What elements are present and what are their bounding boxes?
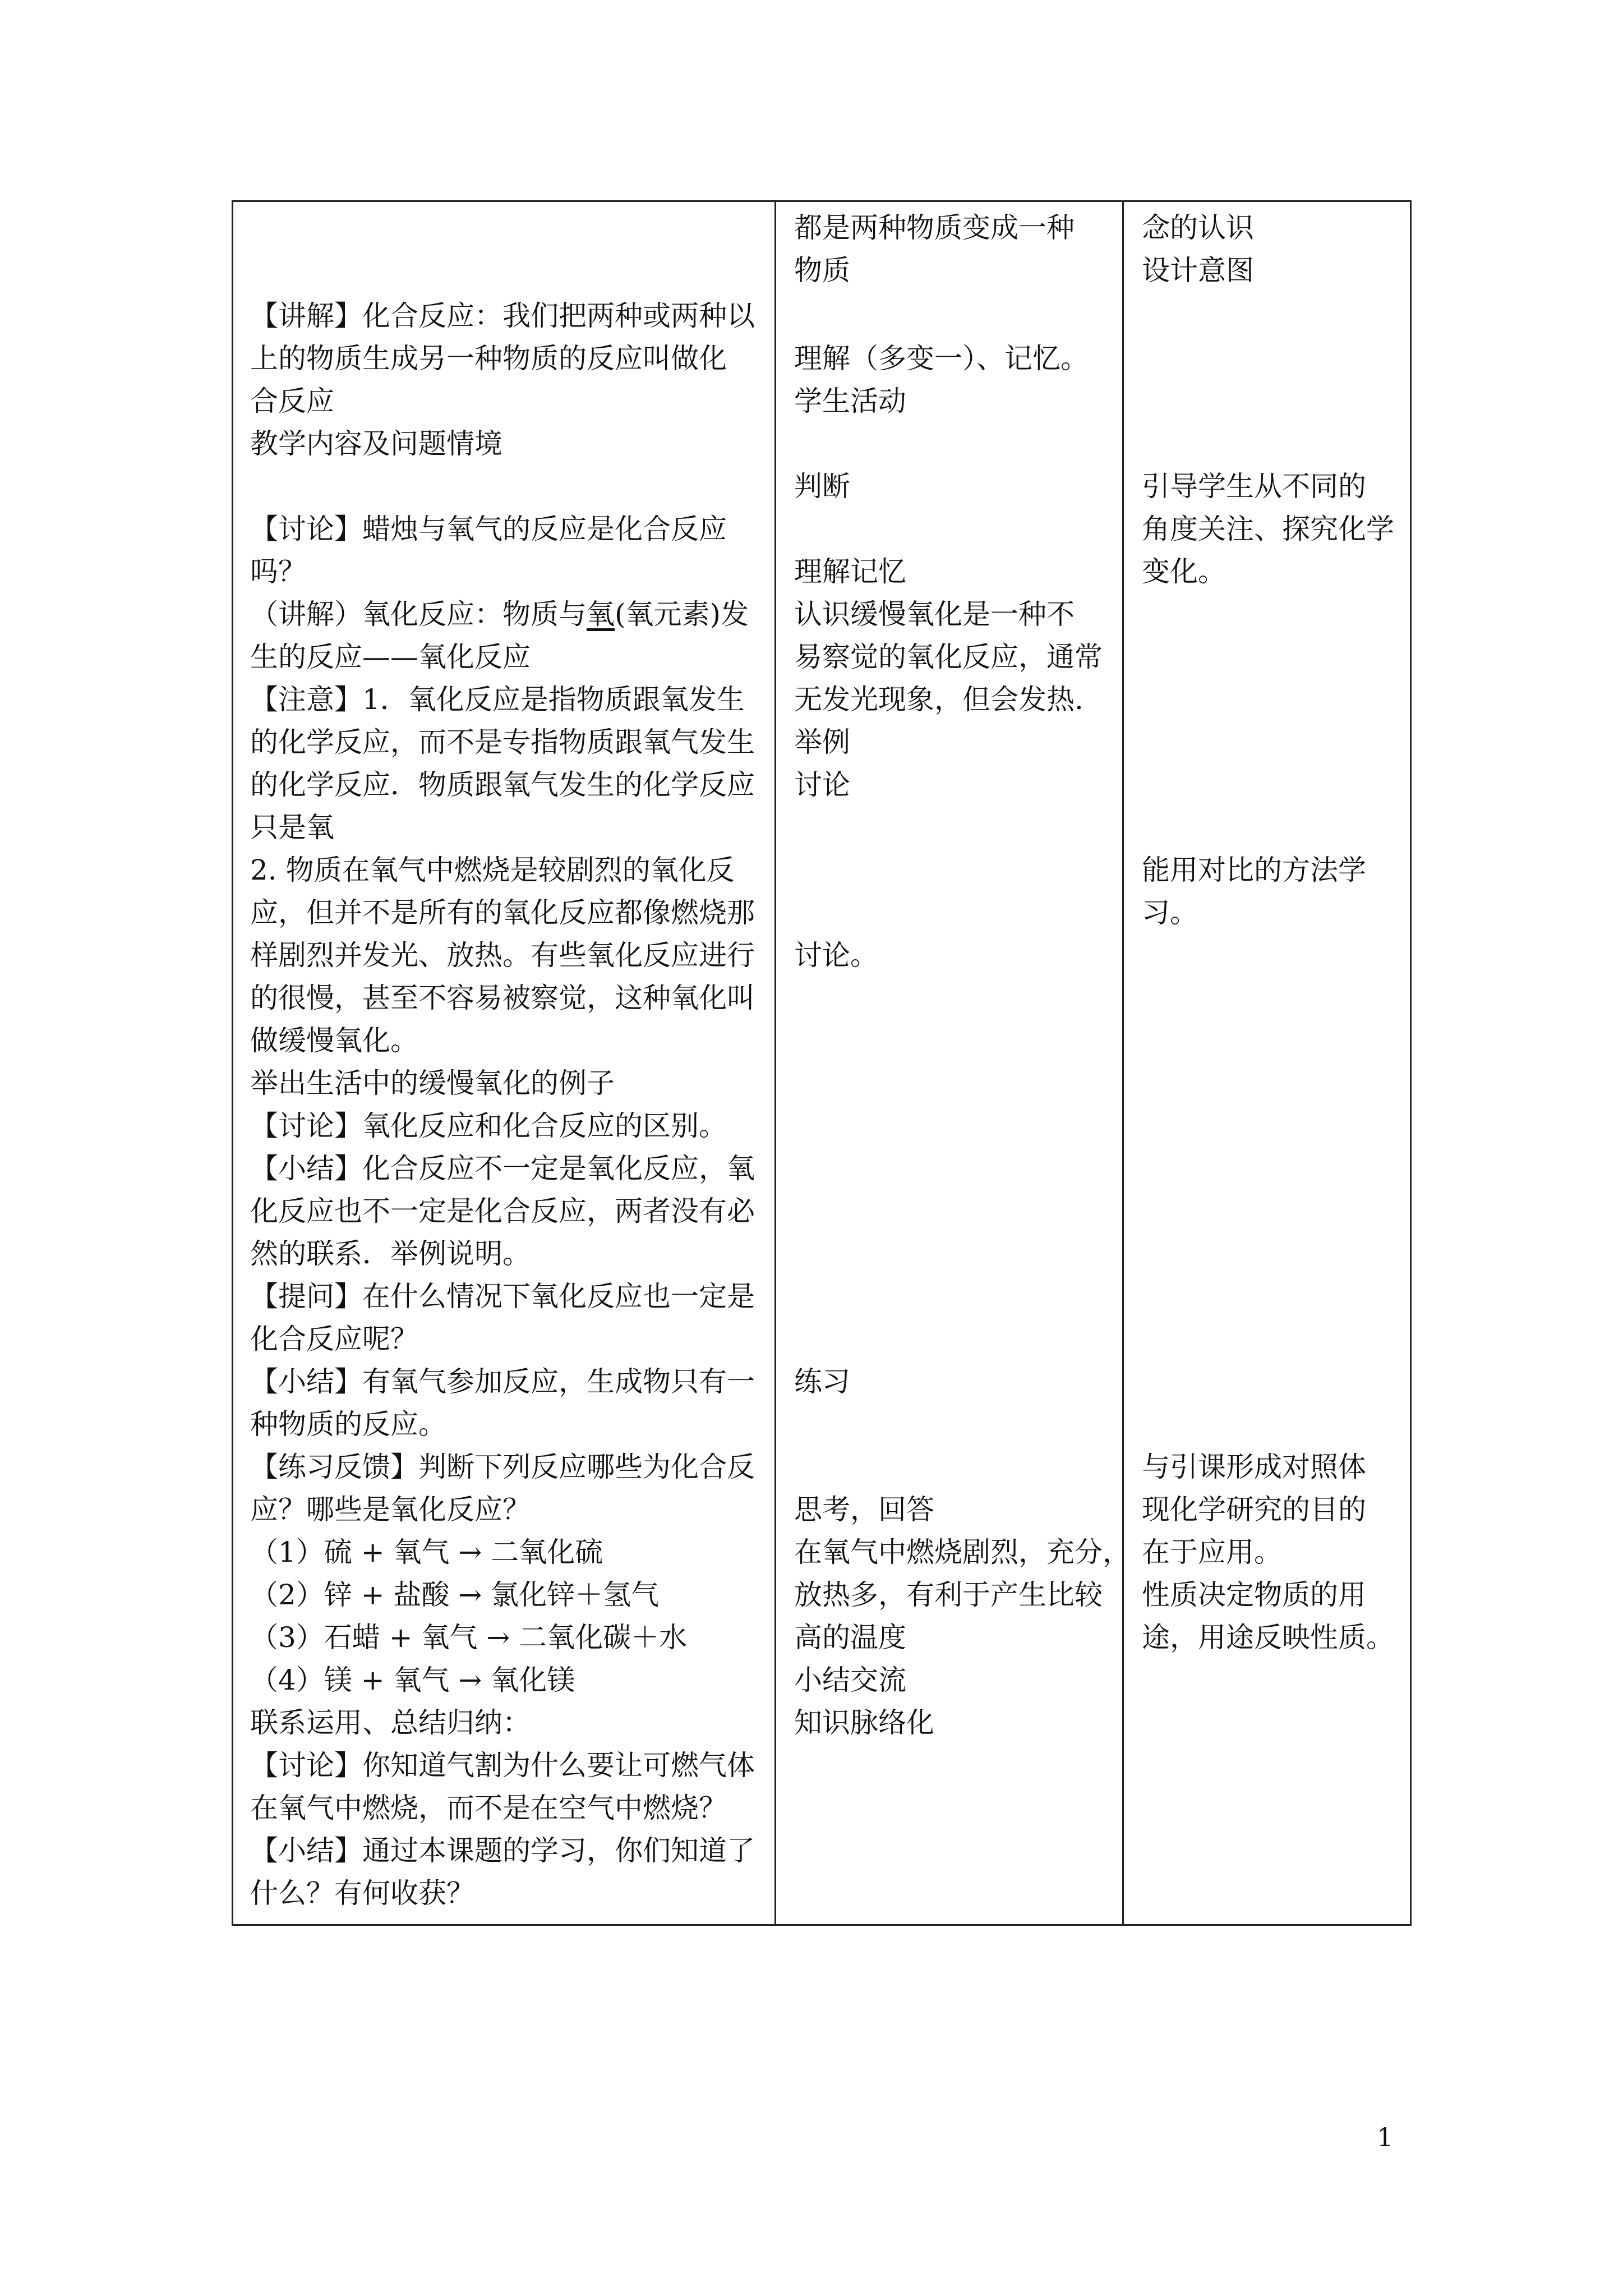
activity-line: 练习	[794, 1365, 850, 1398]
intent-line: 念的认识	[1142, 211, 1254, 244]
content-line: 教学内容及问题情境	[250, 427, 502, 460]
content-text: （讲解）氧化反应：物质与	[250, 598, 587, 631]
intent-line: 设计意图	[1142, 254, 1254, 287]
content-line: 【小结】通过本课题的学习，你们知道了	[250, 1834, 755, 1867]
activity-line: 无发光现象，但会发热.	[794, 683, 1083, 716]
content-line: 做缓慢氧化。	[250, 1024, 418, 1057]
intent-line: 变化。	[1142, 555, 1226, 588]
activity-line: 小结交流	[794, 1664, 906, 1696]
content-line: 的化学反应．物质跟氧气发生的化学反应	[250, 769, 755, 801]
content-line: 生的反应——氧化反应	[250, 641, 531, 673]
content-line: 【讨论】你知道气割为什么要让可燃气体	[250, 1749, 755, 1782]
content-text: (氧元素)发	[615, 598, 749, 631]
content-line: 然的联系．举例说明。	[250, 1237, 531, 1270]
column-divider	[1122, 202, 1124, 1924]
content-line: 【讨论】蜡烛与氧气的反应是化合反应	[250, 513, 727, 545]
lesson-table	[232, 200, 1412, 1926]
content-line: 合反应	[250, 385, 334, 417]
activity-line: 理解（多变一）、记忆。	[794, 342, 1089, 375]
intent-line: 与引课形成对照体	[1142, 1451, 1366, 1483]
content-line: 只是氧	[250, 811, 334, 844]
activity-line: 讨论。	[794, 939, 878, 972]
content-line	[250, 593, 749, 636]
intent-line: 引导学生从不同的	[1142, 470, 1366, 503]
content-line: 【练习反馈】判断下列反应哪些为化合反	[250, 1451, 755, 1483]
intent-line: 性质决定物质的用	[1142, 1579, 1366, 1611]
activity-line: 理解记忆	[794, 555, 906, 588]
intent-line: 习。	[1142, 896, 1198, 929]
activity-line: 思考，回答	[794, 1493, 934, 1526]
activity-line: 高的温度	[794, 1621, 906, 1654]
intent-line: 途，用途反映性质。	[1142, 1621, 1394, 1654]
content-line: 【注意】1．氧化反应是指物质跟氧发生	[250, 683, 745, 716]
activity-line: 讨论	[794, 769, 850, 801]
activity-line: 学生活动	[794, 385, 906, 417]
activity-line: 物质	[794, 254, 850, 287]
content-line: 【小结】有氧气参加反应，生成物只有一	[250, 1365, 755, 1398]
activity-line: 易察觉的氧化反应，通常	[794, 641, 1103, 673]
reaction-line: （2）锌 + 盐酸 → 氯化锌＋氢气	[250, 1579, 660, 1611]
content-line: 【讨论】氧化反应和化合反应的区别。	[250, 1110, 727, 1142]
activity-line: 放热多，有利于产生比较	[794, 1579, 1103, 1611]
content-line: 2. 物质在氧气中燃烧是较剧烈的氧化反	[250, 854, 735, 886]
reaction-line: （3）石蜡 + 氧气 → 二氧化碳＋水	[250, 1621, 688, 1654]
content-line: 联系运用、总结归纳：	[250, 1706, 531, 1739]
reaction-line: （4）镁 + 氧气 → 氧化镁	[250, 1664, 575, 1696]
content-line: 化合反应呢？	[250, 1323, 418, 1355]
content-line: 化反应也不一定是化合反应，两者没有必	[250, 1195, 755, 1227]
activity-line: 在氧气中燃烧剧烈，充分，	[794, 1536, 1131, 1568]
column-divider	[774, 202, 776, 1924]
content-line: 的很慢，甚至不容易被察觉，这种氧化叫	[250, 982, 755, 1014]
content-line: 什么？有何收获？	[250, 1877, 474, 1910]
intent-line: 能用对比的方法学	[1142, 854, 1366, 886]
activity-line: 认识缓慢氧化是一种不	[794, 598, 1075, 631]
activity-line: 都是两种物质变成一种	[794, 211, 1075, 244]
intent-line: 角度关注、探究化学	[1142, 513, 1394, 545]
activity-line: 知识脉络化	[794, 1706, 934, 1739]
underlined-word: 氧	[587, 598, 615, 631]
activity-line: 举例	[794, 726, 850, 758]
activity-line: 判断	[794, 470, 850, 503]
content-line: 上的物质生成另一种物质的反应叫做化	[250, 342, 727, 375]
reaction-line: （1）硫 + 氧气 → 二氧化硫	[250, 1536, 603, 1568]
page-number: 1	[1377, 2122, 1394, 2152]
content-line: 的化学反应，而不是专指物质跟氧气发生	[250, 726, 755, 758]
content-line: 吗？	[250, 555, 306, 588]
content-line: 样剧烈并发光、放热。有些氧化反应进行	[250, 939, 755, 972]
content-line: 【提问】在什么情况下氧化反应也一定是	[250, 1280, 755, 1313]
intent-line: 在于应用。	[1142, 1536, 1282, 1568]
content-line: 在氧气中燃烧，而不是在空气中燃烧？	[250, 1792, 727, 1824]
content-line: 种物质的反应。	[250, 1408, 446, 1441]
intent-line: 现化学研究的目的	[1142, 1493, 1366, 1526]
content-line: 【小结】化合反应不一定是氧化反应，氧	[250, 1152, 755, 1185]
content-line: 应？哪些是氧化反应？	[250, 1493, 531, 1526]
content-line: 举出生活中的缓慢氧化的例子	[250, 1067, 615, 1099]
content-line: 【讲解】化合反应：我们把两种或两种以	[250, 300, 755, 332]
content-line: 应，但并不是所有的氧化反应都像燃烧那	[250, 896, 755, 929]
